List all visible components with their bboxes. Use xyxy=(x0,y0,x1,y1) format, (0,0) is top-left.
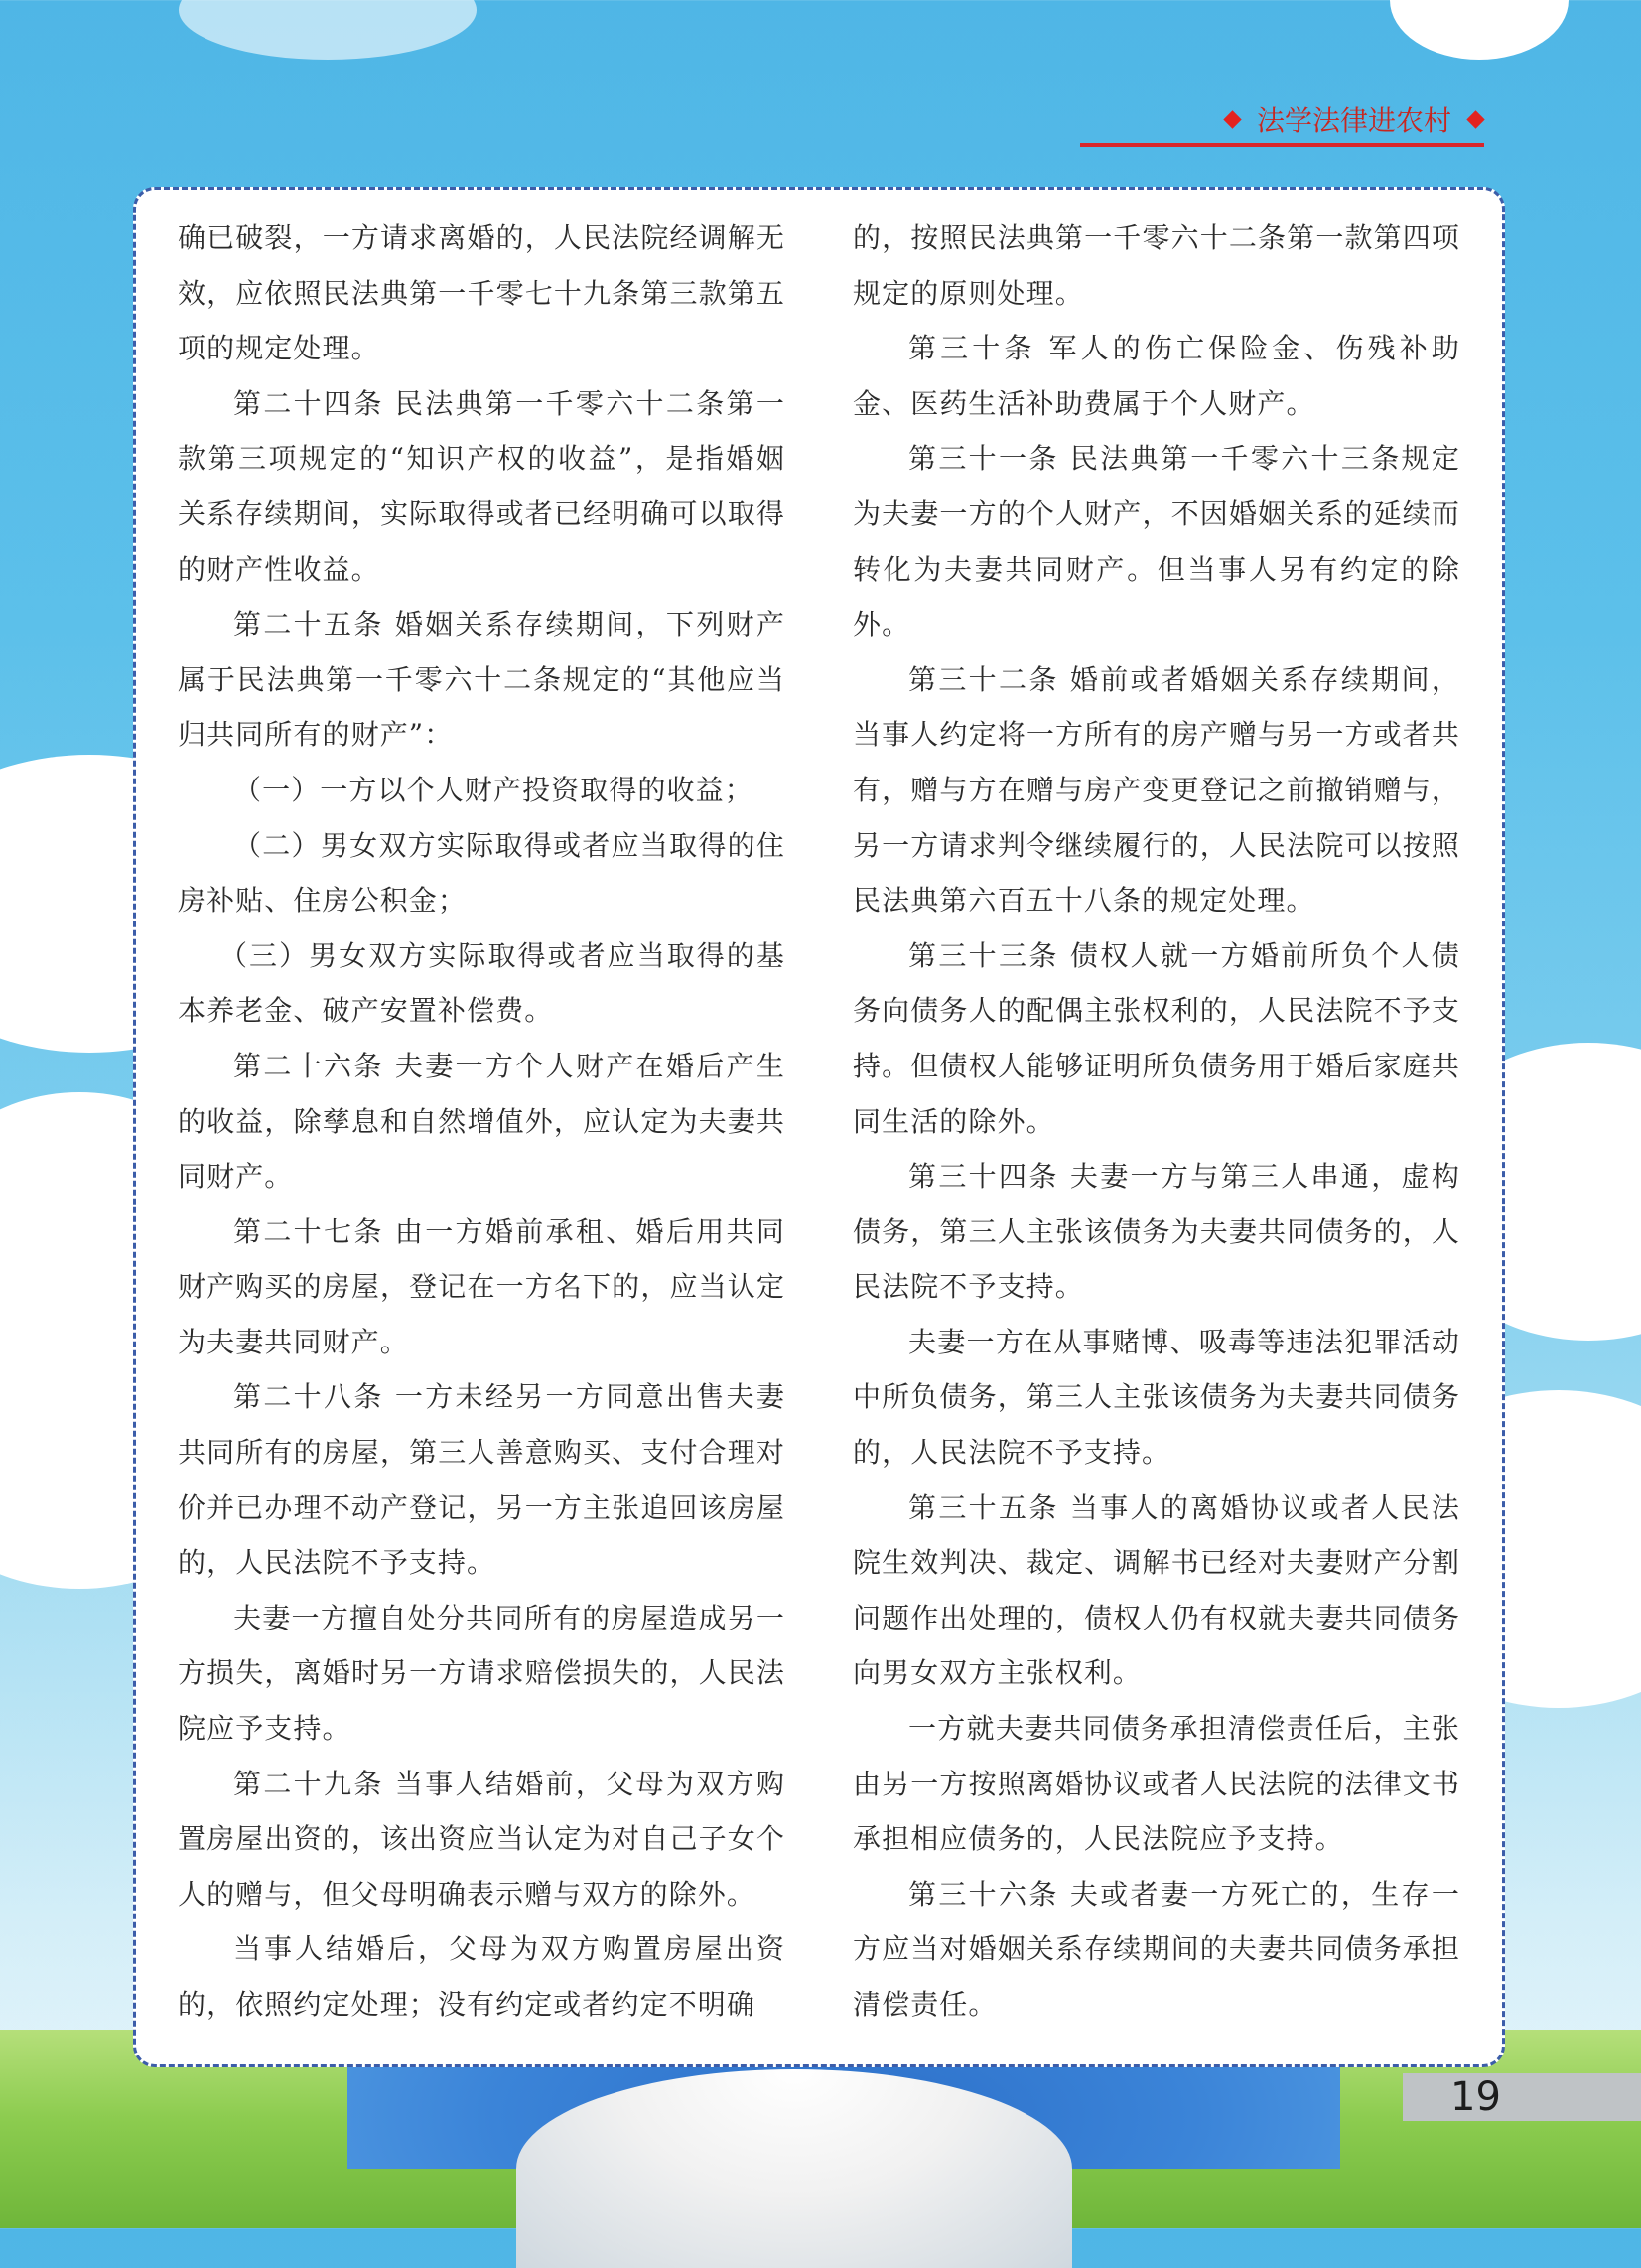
diamond-icon xyxy=(1223,110,1241,128)
paragraph: （三）男女双方实际取得或者应当取得的基本养老金、破产安置补偿费。 xyxy=(178,938,785,1028)
section-title: 法学法律进农村 xyxy=(1256,104,1451,137)
paragraph: 一方就夫妻共同债务承担清偿责任后，主张由另一方按照离婚协议或者人民法院的法律文书承担相应债务的，人民法院应予支持。 xyxy=(853,1712,1460,1856)
open-book-illustration xyxy=(516,2069,1072,2268)
paragraph: 的，按照民法典第一千零六十二条第一款第四项规定的原则处理。 xyxy=(853,221,1460,310)
paragraph: 第二十五条 婚姻关系存续期间，下列财产属于民法典第一千零六十二条规定的“其他应当归共同所有的财产”： xyxy=(178,608,785,752)
left-text-column xyxy=(178,211,785,2033)
paragraph: 第三十一条 民法典第一千零六十三条规定为夫妻一方的个人财产，不因婚姻关系的延续而转化为夫妻共同财产。但当事人另有约定的除外。 xyxy=(853,442,1460,641)
page-number: 19 xyxy=(1403,2073,1641,2121)
paragraph: （一）一方以个人财产投资取得的收益； xyxy=(233,773,753,806)
paragraph: 第二十七条 由一方婚前承租、婚后用共同财产购买的房屋，登记在一方名下的，应当认定为夫妻共同财产。 xyxy=(178,1214,785,1358)
section-header xyxy=(1226,99,1482,139)
right-text-column xyxy=(853,211,1460,2033)
cloud-decoration xyxy=(179,0,477,60)
paragraph: 第三十三条 债权人就一方婚前所负个人债务向债务人的配偶主张权利的，人民法院不予支持。但债权人能够证明所负债务用于婚后家庭共同生活的除外。 xyxy=(853,938,1460,1138)
paragraph: 第二十四条 民法典第一千零六十二条第一款第三项规定的“知识产权的收益”，是指婚姻关系存续期间，实际取得或者已经明确可以取得的财产性收益。 xyxy=(178,386,785,586)
content-panel xyxy=(133,187,1505,2067)
paragraph: （二）男女双方实际取得或者应当取得的住房补贴、住房公积金； xyxy=(178,828,785,918)
cloud-decoration xyxy=(1390,0,1569,60)
paragraph: 第二十八条 一方未经另一方同意出售夫妻共同所有的房屋，第三人善意购买、支付合理对价并已办理不动产登记，另一方主张追回该房屋的，人民法院不予支持。 xyxy=(178,1380,785,1580)
paragraph: 第二十九条 当事人结婚前，父母为双方购置房屋出资的，该出资应当认定为对自己子女个人的赠与，但父母明确表示赠与双方的除外。 xyxy=(178,1767,785,1911)
paragraph: 第二十六条 夫妻一方个人财产在婚后产生的收益，除孳息和自然增值外，应认定为夫妻共同财产。 xyxy=(178,1049,785,1194)
diamond-icon xyxy=(1466,110,1484,128)
paragraph: 第三十四条 夫妻一方与第三人串通，虚构债务，第三人主张该债务为夫妻共同债务的，人民法院不予支持。 xyxy=(853,1160,1460,1304)
paragraph: 夫妻一方擅自处分共同所有的房屋造成另一方损失，离婚时另一方请求赔偿损失的，人民法院应予支持。 xyxy=(178,1601,785,1746)
paragraph: 当事人结婚后，父母为双方购置房屋出资的，依照约定处理；没有约定或者约定不明确 xyxy=(178,1932,785,2021)
header-underline xyxy=(1080,143,1484,147)
paragraph: 第三十六条 夫或者妻一方死亡的，生存一方应当对婚姻关系存续期间的夫妻共同债务承担清偿责任。 xyxy=(853,1877,1460,2021)
paragraph: 第三十二条 婚前或者婚姻关系存续期间，当事人约定将一方所有的房产赠与另一方或者共有，赠与方在赠与房产变更登记之前撤销赠与，另一方请求判令继续履行的，人民法院可以按照民法典第六百五十八条的规定处理。 xyxy=(853,662,1460,918)
paragraph: 第三十条 军人的伤亡保险金、伤残补助金、医药生活补助费属于个人财产。 xyxy=(853,332,1460,420)
paragraph: 确已破裂，一方请求离婚的，人民法院经调解无效，应依照民法典第一千零七十九条第三款第五项的规定处理。 xyxy=(178,221,785,365)
paragraph: 夫妻一方在从事赌博、吸毒等违法犯罪活动中所负债务，第三人主张该债务为夫妻共同债务的，人民法院不予支持。 xyxy=(853,1325,1460,1470)
paragraph: 第三十五条 当事人的离婚协议或者人民法院生效判决、裁定、调解书已经对夫妻财产分割问题作出处理的，债权人仍有权就夫妻共同债务向男女双方主张权利。 xyxy=(853,1490,1460,1690)
